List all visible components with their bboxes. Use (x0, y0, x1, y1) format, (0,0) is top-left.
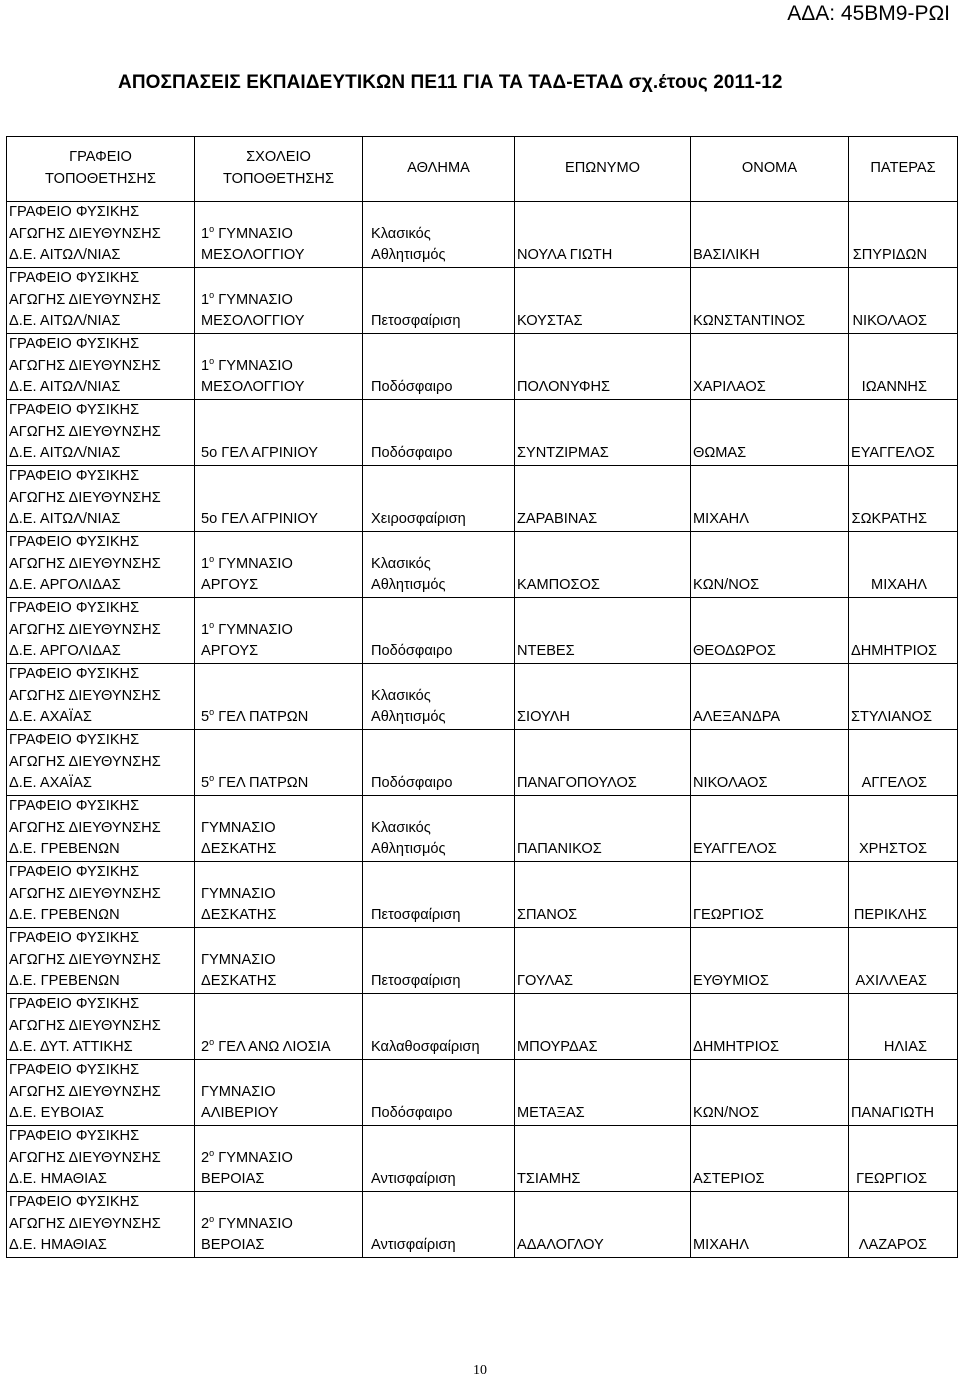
surname-cell: ΠΑΠΑΝΙΚΟΣ (515, 796, 691, 862)
table-row (7, 1060, 958, 1126)
table-row (7, 1192, 958, 1258)
office-cell: ΓΡΑΦΕΙΟ ΦΥΣΙΚΗΣ ΑΓΩΓΗΣ ΔΙΕΥΘΥΝΣΗΣ Δ.Ε. ΑΧΑΪΑΣ (7, 664, 195, 730)
table-header-row (7, 137, 958, 202)
office-cell: ΓΡΑΦΕΙΟ ΦΥΣΙΚΗΣ ΑΓΩΓΗΣ ΔΙΕΥΘΥΝΣΗΣ Δ.Ε. ΓΡΕΒΕΝΩΝ (7, 928, 195, 994)
office-cell: ΓΡΑΦΕΙΟ ΦΥΣΙΚΗΣ ΑΓΩΓΗΣ ΔΙΕΥΘΥΝΣΗΣ Δ.Ε. ΑΧΑΪΑΣ (7, 730, 195, 796)
header-name: ΟΝΟΜΑ (691, 137, 849, 202)
sport-cell: Κλασικός Αθλητισμός (363, 202, 515, 268)
placements-table (6, 136, 958, 1258)
school-cell: $1^o$ ΓΥΜΝΑΣΙΟ ΜΕΣΟΛΟΓΓΙΟΥ (195, 202, 363, 268)
surname-cell: ΣΙΟΥΛΗ (515, 664, 691, 730)
surname-cell: ΣΥΝΤΖΙΡΜΑΣ (515, 400, 691, 466)
surname-cell: ΜΠΟΥΡΔΑΣ (515, 994, 691, 1060)
surname-cell: ΝΟΥΛΑ ΓΙΩΤΗ (515, 202, 691, 268)
father-cell: ΔΗΜΗΤΡΙΟΣ (849, 598, 958, 664)
sport-cell: Ποδόσφαιρο (363, 334, 515, 400)
sport-cell: Αντισφαίριση (363, 1126, 515, 1192)
header-office: ΓΡΑΦΕΙΟ ΤΟΠΟΘΕΤΗΣΗΣ (7, 137, 195, 202)
name-cell: ΕΥΑΓΓΕΛΟΣ (691, 796, 849, 862)
father-cell: ΧΡΗΣΤΟΣ (849, 796, 958, 862)
surname-cell: ΚΑΜΠΟΣΟΣ (515, 532, 691, 598)
table-row (7, 730, 958, 796)
table-row (7, 334, 958, 400)
school-cell: $1^o$ ΓΥΜΝΑΣΙΟ ΜΕΣΟΛΟΓΓΙΟΥ (195, 334, 363, 400)
name-cell: ΕΥΘΥΜΙΟΣ (691, 928, 849, 994)
father-cell: ΠΕΡΙΚΛΗΣ (849, 862, 958, 928)
table-body (7, 202, 958, 1258)
header-surname: ΕΠΩΝΥΜΟ (515, 137, 691, 202)
office-cell: ΓΡΑΦΕΙΟ ΦΥΣΙΚΗΣ ΑΓΩΓΗΣ ΔΙΕΥΘΥΝΣΗΣ Δ.Ε. ΗΜΑΘΙΑΣ (7, 1126, 195, 1192)
sport-cell: Ποδόσφαιρο (363, 400, 515, 466)
name-cell: ΒΑΣΙΛΙΚΗ (691, 202, 849, 268)
document-title: ΑΠΟΣΠΑΣΕΙΣ ΕΚΠΑΙΔΕΥΤΙΚΩΝ ΠΕ11 ΓΙΑ ΤΑ ΤΑΔ-ΕΤΑΔ σχ.έτους 2011-12 (118, 72, 783, 93)
office-cell: ΓΡΑΦΕΙΟ ΦΥΣΙΚΗΣ ΑΓΩΓΗΣ ΔΙΕΥΘΥΝΣΗΣ Δ.Ε. ΑΙΤΩΛ/ΝΙΑΣ (7, 466, 195, 532)
father-cell: ΣΠΥΡΙΔΩΝ (849, 202, 958, 268)
sport-cell: Ποδόσφαιρο (363, 598, 515, 664)
office-cell: ΓΡΑΦΕΙΟ ΦΥΣΙΚΗΣ ΑΓΩΓΗΣ ΔΙΕΥΘΥΝΣΗΣ Δ.Ε. ΑΙΤΩΛ/ΝΙΑΣ (7, 400, 195, 466)
school-cell: 5ο ΓΕΛ ΑΓΡΙΝΙΟΥ (195, 400, 363, 466)
sport-cell: Κλασικός Αθλητισμός (363, 532, 515, 598)
school-cell: $2^o$ ΓΥΜΝΑΣΙΟ ΒΕΡΟΙΑΣ (195, 1192, 363, 1258)
school-cell: ΓΥΜΝΑΣΙΟ ΔΕΣΚΑΤΗΣ (195, 862, 363, 928)
table-row (7, 268, 958, 334)
father-cell: ΜΙΧΑΗΛ (849, 532, 958, 598)
sport-cell: Πετοσφαίριση (363, 928, 515, 994)
surname-cell: ΣΠΑΝΟΣ (515, 862, 691, 928)
name-cell: ΑΣΤΕΡΙΟΣ (691, 1126, 849, 1192)
table-row (7, 598, 958, 664)
name-cell: ΘΕΟΔΩΡΟΣ (691, 598, 849, 664)
school-cell: $5^o$ ΓΕΛ ΠΑΤΡΩΝ (195, 664, 363, 730)
father-cell: ΠΑΝΑΓΙΩΤΗ (849, 1060, 958, 1126)
name-cell: ΓΕΩΡΓΙΟΣ (691, 862, 849, 928)
office-cell: ΓΡΑΦΕΙΟ ΦΥΣΙΚΗΣ ΑΓΩΓΗΣ ΔΙΕΥΘΥΝΣΗΣ Δ.Ε. ΕΥΒΟΙΑΣ (7, 1060, 195, 1126)
name-cell: ΑΛΕΞΑΝΔΡΑ (691, 664, 849, 730)
office-cell: ΓΡΑΦΕΙΟ ΦΥΣΙΚΗΣ ΑΓΩΓΗΣ ΔΙΕΥΘΥΝΣΗΣ Δ.Ε. ΗΜΑΘΙΑΣ (7, 1192, 195, 1258)
sport-cell: Πετοσφαίριση (363, 862, 515, 928)
office-cell: ΓΡΑΦΕΙΟ ΦΥΣΙΚΗΣ ΑΓΩΓΗΣ ΔΙΕΥΘΥΝΣΗΣ Δ.Ε. ΑΙΤΩΛ/ΝΙΑΣ (7, 268, 195, 334)
father-cell: ΣΤΥΛΙΑΝΟΣ (849, 664, 958, 730)
table-row (7, 796, 958, 862)
name-cell: ΚΩΝΣΤΑΝΤΙΝΟΣ (691, 268, 849, 334)
father-cell: ΑΓΓΕΛΟΣ (849, 730, 958, 796)
name-cell: ΘΩΜΑΣ (691, 400, 849, 466)
office-cell: ΓΡΑΦΕΙΟ ΦΥΣΙΚΗΣ ΑΓΩΓΗΣ ΔΙΕΥΘΥΝΣΗΣ Δ.Ε. ΑΙΤΩΛ/ΝΙΑΣ (7, 202, 195, 268)
header-father: ΠΑΤΕΡΑΣ (849, 137, 958, 202)
school-cell: $2^o$ ΓΥΜΝΑΣΙΟ ΒΕΡΟΙΑΣ (195, 1126, 363, 1192)
header-school: ΣΧΟΛΕΙΟ ΤΟΠΟΘΕΤΗΣΗΣ (195, 137, 363, 202)
table-row (7, 862, 958, 928)
sport-cell: Χειροσφαίριση (363, 466, 515, 532)
table-row (7, 928, 958, 994)
sport-cell: Πετοσφαίριση (363, 268, 515, 334)
sport-cell: Ποδόσφαιρο (363, 1060, 515, 1126)
surname-cell: ΠΑΝΑΓΟΠΟΥΛΟΣ (515, 730, 691, 796)
father-cell: ΕΥΑΓΓΕΛΟΣ (849, 400, 958, 466)
sport-cell: Ποδόσφαιρο (363, 730, 515, 796)
header-sport: ΑΘΛΗΜΑ (363, 137, 515, 202)
surname-cell: ΑΔΑΛΟΓΛΟΥ (515, 1192, 691, 1258)
office-cell: ΓΡΑΦΕΙΟ ΦΥΣΙΚΗΣ ΑΓΩΓΗΣ ΔΙΕΥΘΥΝΣΗΣ Δ.Ε. ΑΡΓΟΛΙΔΑΣ (7, 598, 195, 664)
name-cell: ΝΙΚΟΛΑΟΣ (691, 730, 849, 796)
name-cell: ΧΑΡΙΛΑΟΣ (691, 334, 849, 400)
office-cell: ΓΡΑΦΕΙΟ ΦΥΣΙΚΗΣ ΑΓΩΓΗΣ ΔΙΕΥΘΥΝΣΗΣ Δ.Ε. ΓΡΕΒΕΝΩΝ (7, 862, 195, 928)
father-cell: ΗΛΙΑΣ (849, 994, 958, 1060)
table-row (7, 1126, 958, 1192)
surname-cell: ΤΣΙΑΜΗΣ (515, 1126, 691, 1192)
name-cell: ΜΙΧΑΗΛ (691, 466, 849, 532)
father-cell: ΛΑΖΑΡΟΣ (849, 1192, 958, 1258)
sport-cell: Καλαθοσφαίριση (363, 994, 515, 1060)
table-row (7, 532, 958, 598)
table-row (7, 202, 958, 268)
surname-cell: ΝΤΕΒΕΣ (515, 598, 691, 664)
school-cell: ΓΥΜΝΑΣΙΟ ΔΕΣΚΑΤΗΣ (195, 796, 363, 862)
surname-cell: ΚΟΥΣΤΑΣ (515, 268, 691, 334)
surname-cell: ΜΕΤΑΞΑΣ (515, 1060, 691, 1126)
school-cell: 5ο ΓΕΛ ΑΓΡΙΝΙΟΥ (195, 466, 363, 532)
school-cell: $1^o$ ΓΥΜΝΑΣΙΟ ΜΕΣΟΛΟΓΓΙΟΥ (195, 268, 363, 334)
name-cell: ΚΩΝ/ΝΟΣ (691, 532, 849, 598)
name-cell: ΜΙΧΑΗΛ (691, 1192, 849, 1258)
surname-cell: ΖΑΡΑΒΙΝΑΣ (515, 466, 691, 532)
page-number: 10 (473, 1363, 487, 1378)
table-row (7, 994, 958, 1060)
table-row (7, 664, 958, 730)
name-cell: ΚΩΝ/ΝΟΣ (691, 1060, 849, 1126)
father-cell: ΝΙΚΟΛΑΟΣ (849, 268, 958, 334)
father-cell: ΓΕΩΡΓΙΟΣ (849, 1126, 958, 1192)
school-cell: $1^o$ ΓΥΜΝΑΣΙΟ ΑΡΓΟΥΣ (195, 532, 363, 598)
sport-cell: Κλασικός Αθλητισμός (363, 664, 515, 730)
office-cell: ΓΡΑΦΕΙΟ ΦΥΣΙΚΗΣ ΑΓΩΓΗΣ ΔΙΕΥΘΥΝΣΗΣ Δ.Ε. ΑΙΤΩΛ/ΝΙΑΣ (7, 334, 195, 400)
office-cell: ΓΡΑΦΕΙΟ ΦΥΣΙΚΗΣ ΑΓΩΓΗΣ ΔΙΕΥΘΥΝΣΗΣ Δ.Ε. ΔΥΤ. ΑΤΤΙΚΗΣ (7, 994, 195, 1060)
office-cell: ΓΡΑΦΕΙΟ ΦΥΣΙΚΗΣ ΑΓΩΓΗΣ ΔΙΕΥΘΥΝΣΗΣ Δ.Ε. ΓΡΕΒΕΝΩΝ (7, 796, 195, 862)
surname-cell: ΓΟΥΛΑΣ (515, 928, 691, 994)
father-cell: ΑΧΙΛΛΕΑΣ (849, 928, 958, 994)
surname-cell: ΠΟΛΟΝΥΦΗΣ (515, 334, 691, 400)
school-cell: ΓΥΜΝΑΣΙΟ ΔΕΣΚΑΤΗΣ (195, 928, 363, 994)
school-cell: $5^o$ ΓΕΛ ΠΑΤΡΩΝ (195, 730, 363, 796)
sport-cell: Αντισφαίριση (363, 1192, 515, 1258)
school-cell: $1^o$ ΓΥΜΝΑΣΙΟ ΑΡΓΟΥΣ (195, 598, 363, 664)
office-cell: ΓΡΑΦΕΙΟ ΦΥΣΙΚΗΣ ΑΓΩΓΗΣ ΔΙΕΥΘΥΝΣΗΣ Δ.Ε. ΑΡΓΟΛΙΔΑΣ (7, 532, 195, 598)
father-cell: ΙΩΑΝΝΗΣ (849, 334, 958, 400)
name-cell: ΔΗΜΗΤΡΙΟΣ (691, 994, 849, 1060)
table-row (7, 400, 958, 466)
ada-code: ΑΔΑ: 45ΒΜ9-ΡΩΙ (787, 2, 950, 25)
table-row (7, 466, 958, 532)
school-cell: ΓΥΜΝΑΣΙΟ ΑΛΙΒΕΡΙΟΥ (195, 1060, 363, 1126)
school-cell: $2^o$ ΓΕΛ ΑΝΩ ΛΙΟΣΙΑ (195, 994, 363, 1060)
father-cell: ΣΩΚΡΑΤΗΣ (849, 466, 958, 532)
sport-cell: Κλασικός Αθλητισμός (363, 796, 515, 862)
